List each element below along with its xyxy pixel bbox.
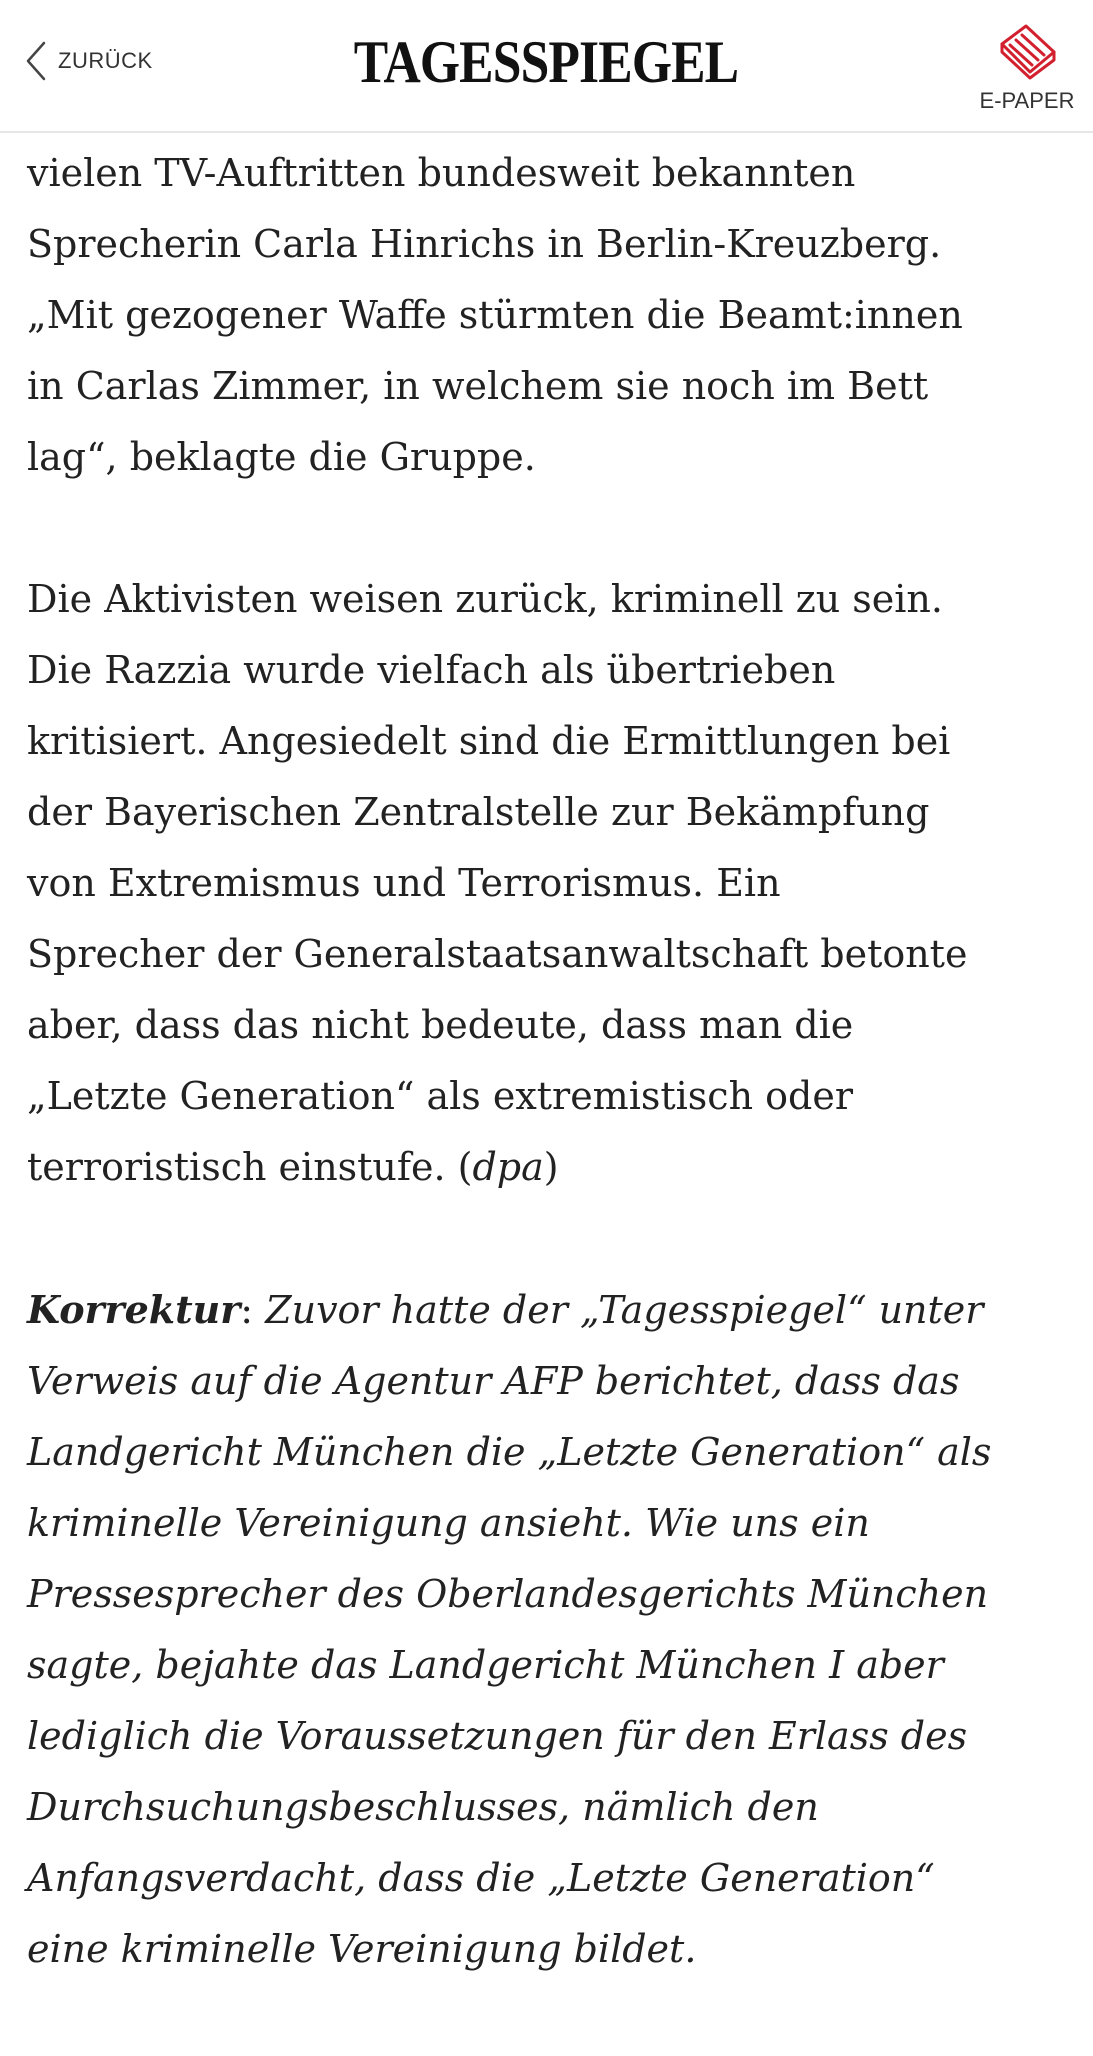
epaper-label: E-PAPER	[979, 88, 1075, 113]
epaper-button[interactable]	[972, 22, 1082, 122]
back-label: ZURÜCK	[58, 48, 153, 73]
correction-text: Zuvor hatte der „Tagesspiegel“ unter Verweis auf die Agentur AFP berichtet, dass das Landgericht München die „Letzte Generation“ als kriminelle Vereinigung ansieht. Wie uns ein Pressesprecher des Oberlandesgerichts München sagte, bejahte das Landgericht München I aber lediglich die Voraussetzungen für den Erlass des Durchsuchungsbeschlusses, nämlich den Anfangsverdacht, dass die „Letzte Generation“ eine kriminelle Vereinigung bildet.	[27, 1288, 992, 1971]
source-close: )	[543, 1145, 559, 1189]
chevron-left-icon	[26, 41, 46, 81]
correction-colon: :	[240, 1288, 254, 1332]
source-tag: dpa	[472, 1145, 544, 1189]
site-logo[interactable]: TAGESSPIEGEL	[353, 28, 739, 95]
article-paragraph	[27, 564, 1077, 1203]
correction-note	[27, 1274, 1077, 1985]
article-paragraph: vielen TV-Auftritten bundesweit bekannten Sprecherin Carla Hinrichs in Berlin-Kreuzberg. „Mit gezogener Waffe stürmten die Beamt:innen in Carlas Zimmer, in welchem sie noch im Bett lag“, beklagte die Gruppe.	[27, 151, 963, 479]
correction-label: Korrektur	[27, 1287, 241, 1332]
article-body	[27, 138, 1077, 2056]
newspaper-icon	[996, 22, 1060, 85]
back-button[interactable]	[26, 38, 153, 84]
top-bar	[0, 0, 1093, 133]
paragraph-text: Die Aktivisten weisen zurück, kriminell zu sein. Die Razzia wurde vielfach als übertrieben kritisiert. Angesiedelt sind die Ermittlungen bei der Bayerischen Zentralstelle zur Bekämpfung von Extremismus und Terrorismus. Ein Sprecher der Generalstaatsanwaltschaft betonte aber, dass das nicht bedeute, dass man die „Letzte Generation“ als extremistisch oder terroristisch einstufe. (	[27, 577, 968, 1189]
